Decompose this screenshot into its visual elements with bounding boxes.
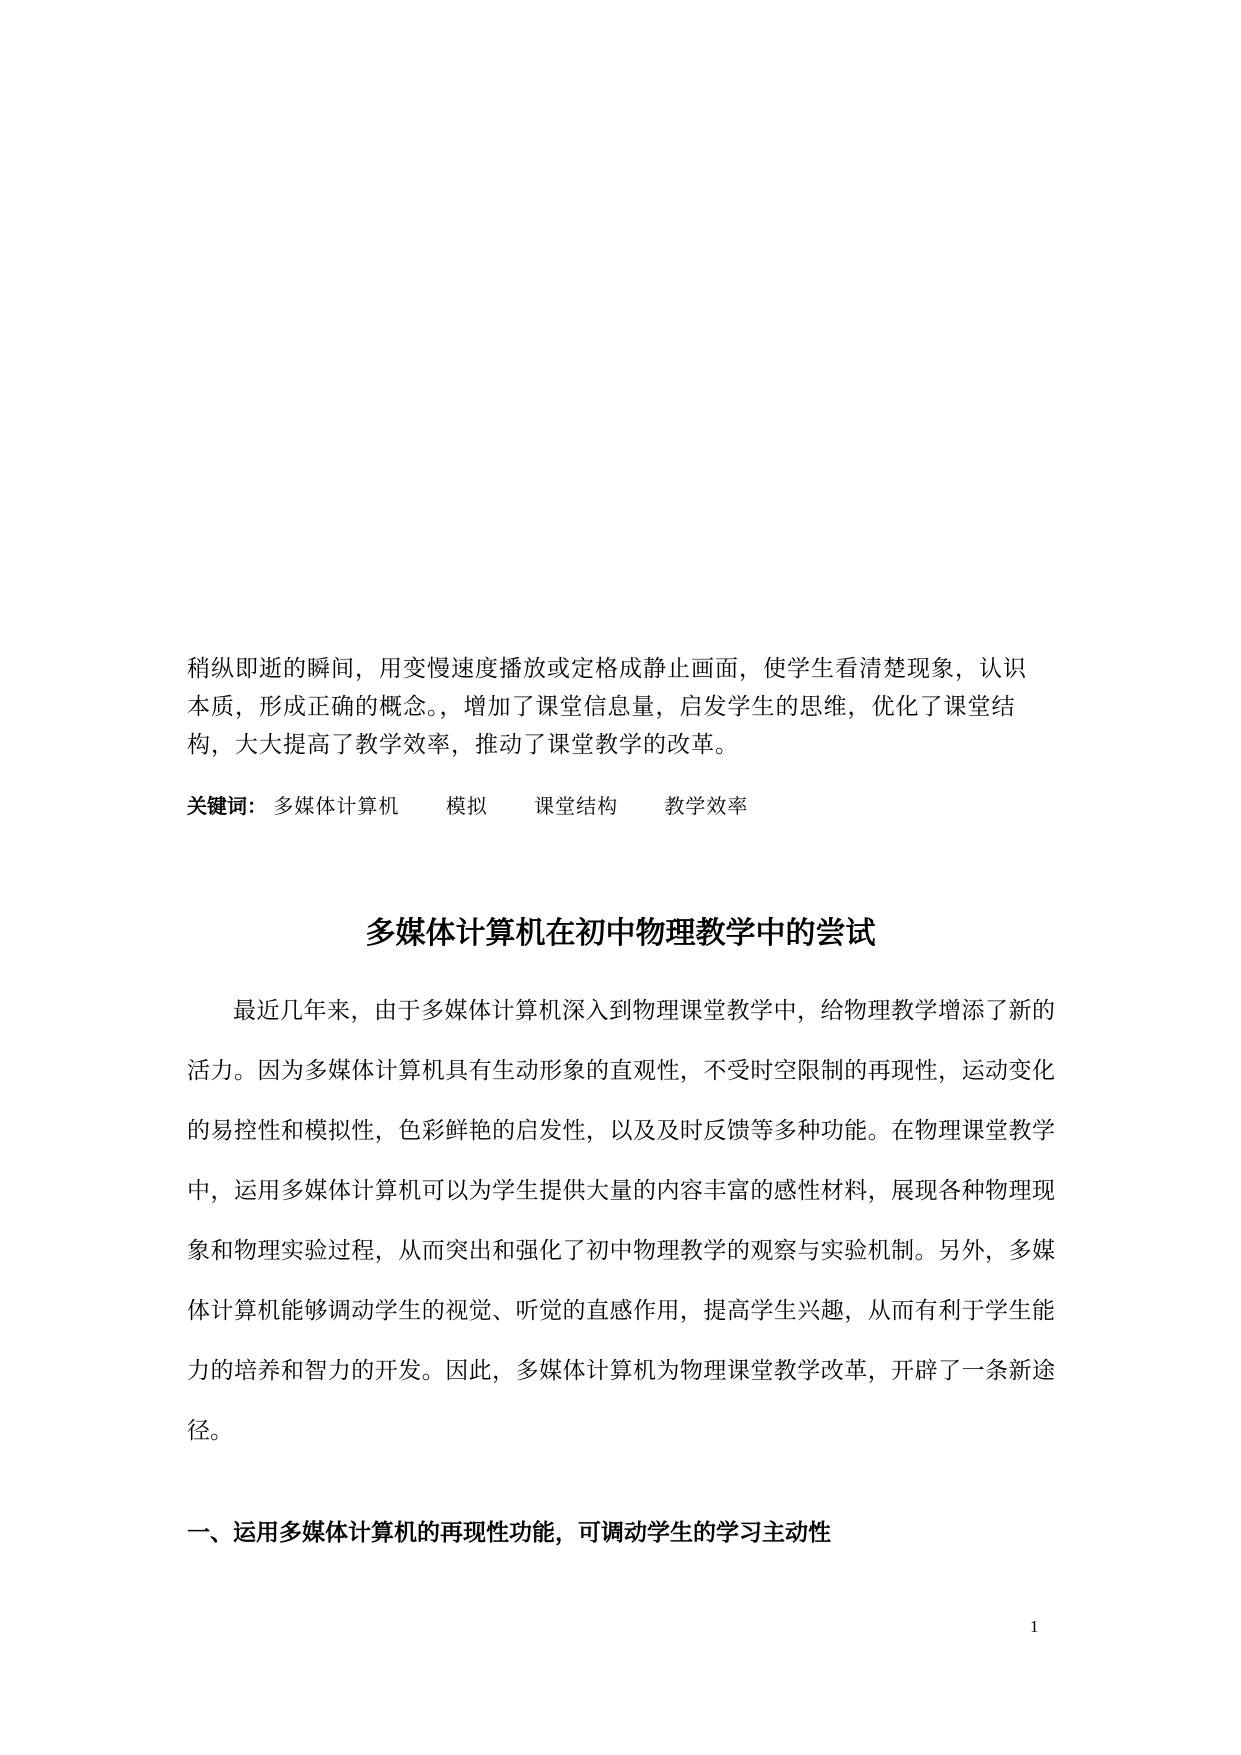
keywords-line (187, 792, 788, 820)
keywords-label: 关键词： (187, 794, 267, 818)
abstract-line: 构，大大提高了教学效率，推动了课堂教学的改革。 (187, 732, 739, 758)
page-number: 1 (1030, 1617, 1039, 1636)
keyword-item: 课堂结构 (534, 794, 619, 818)
abstract-continuation (187, 650, 1057, 764)
keyword-item: 教学效率 (664, 794, 749, 818)
body-paragraph: 最近几年来，由于多媒体计算机深入到物理课堂教学中，给物理教学增添了新的活力。因为多媒体计算机具有生动形象的直观性，不受时空限制的再现性，运动变化的易控性和模拟性，色彩鲜艳的启发性，以及及时反馈等多种功能。在物理课堂教学中，运用多媒体计算机可以为学生提供大量的内容丰富的感性材料，展现各种物理现象和物理实验过程，从而突出和强化了初中物理教学的观察与实验机制。另外，多媒体计算机能够调动学生的视觉、听觉的直感作用，提高学生兴趣，从而有利于学生能力的培养和智力的开发。因此，多媒体计算机为物理课堂教学改革，开辟了一条新途径。 (187, 998, 1055, 1444)
keyword-item: 模拟 (445, 794, 488, 818)
abstract-line: 稍纵即逝的瞬间，用变慢速度播放或定格成静止画面，使学生看清楚现象，认识 (187, 656, 1027, 682)
abstract-line: 本质，形成正确的概念。，增加了课堂信息量，启发学生的思维，优化了课堂结 (187, 694, 1016, 720)
keyword-item: 多媒体计算机 (273, 794, 400, 818)
section-heading: 一、运用多媒体计算机的再现性功能，可调动学生的学习主动性 (187, 1520, 831, 1546)
article-title: 多媒体计算机在初中物理教学中的尝试 (365, 916, 876, 951)
